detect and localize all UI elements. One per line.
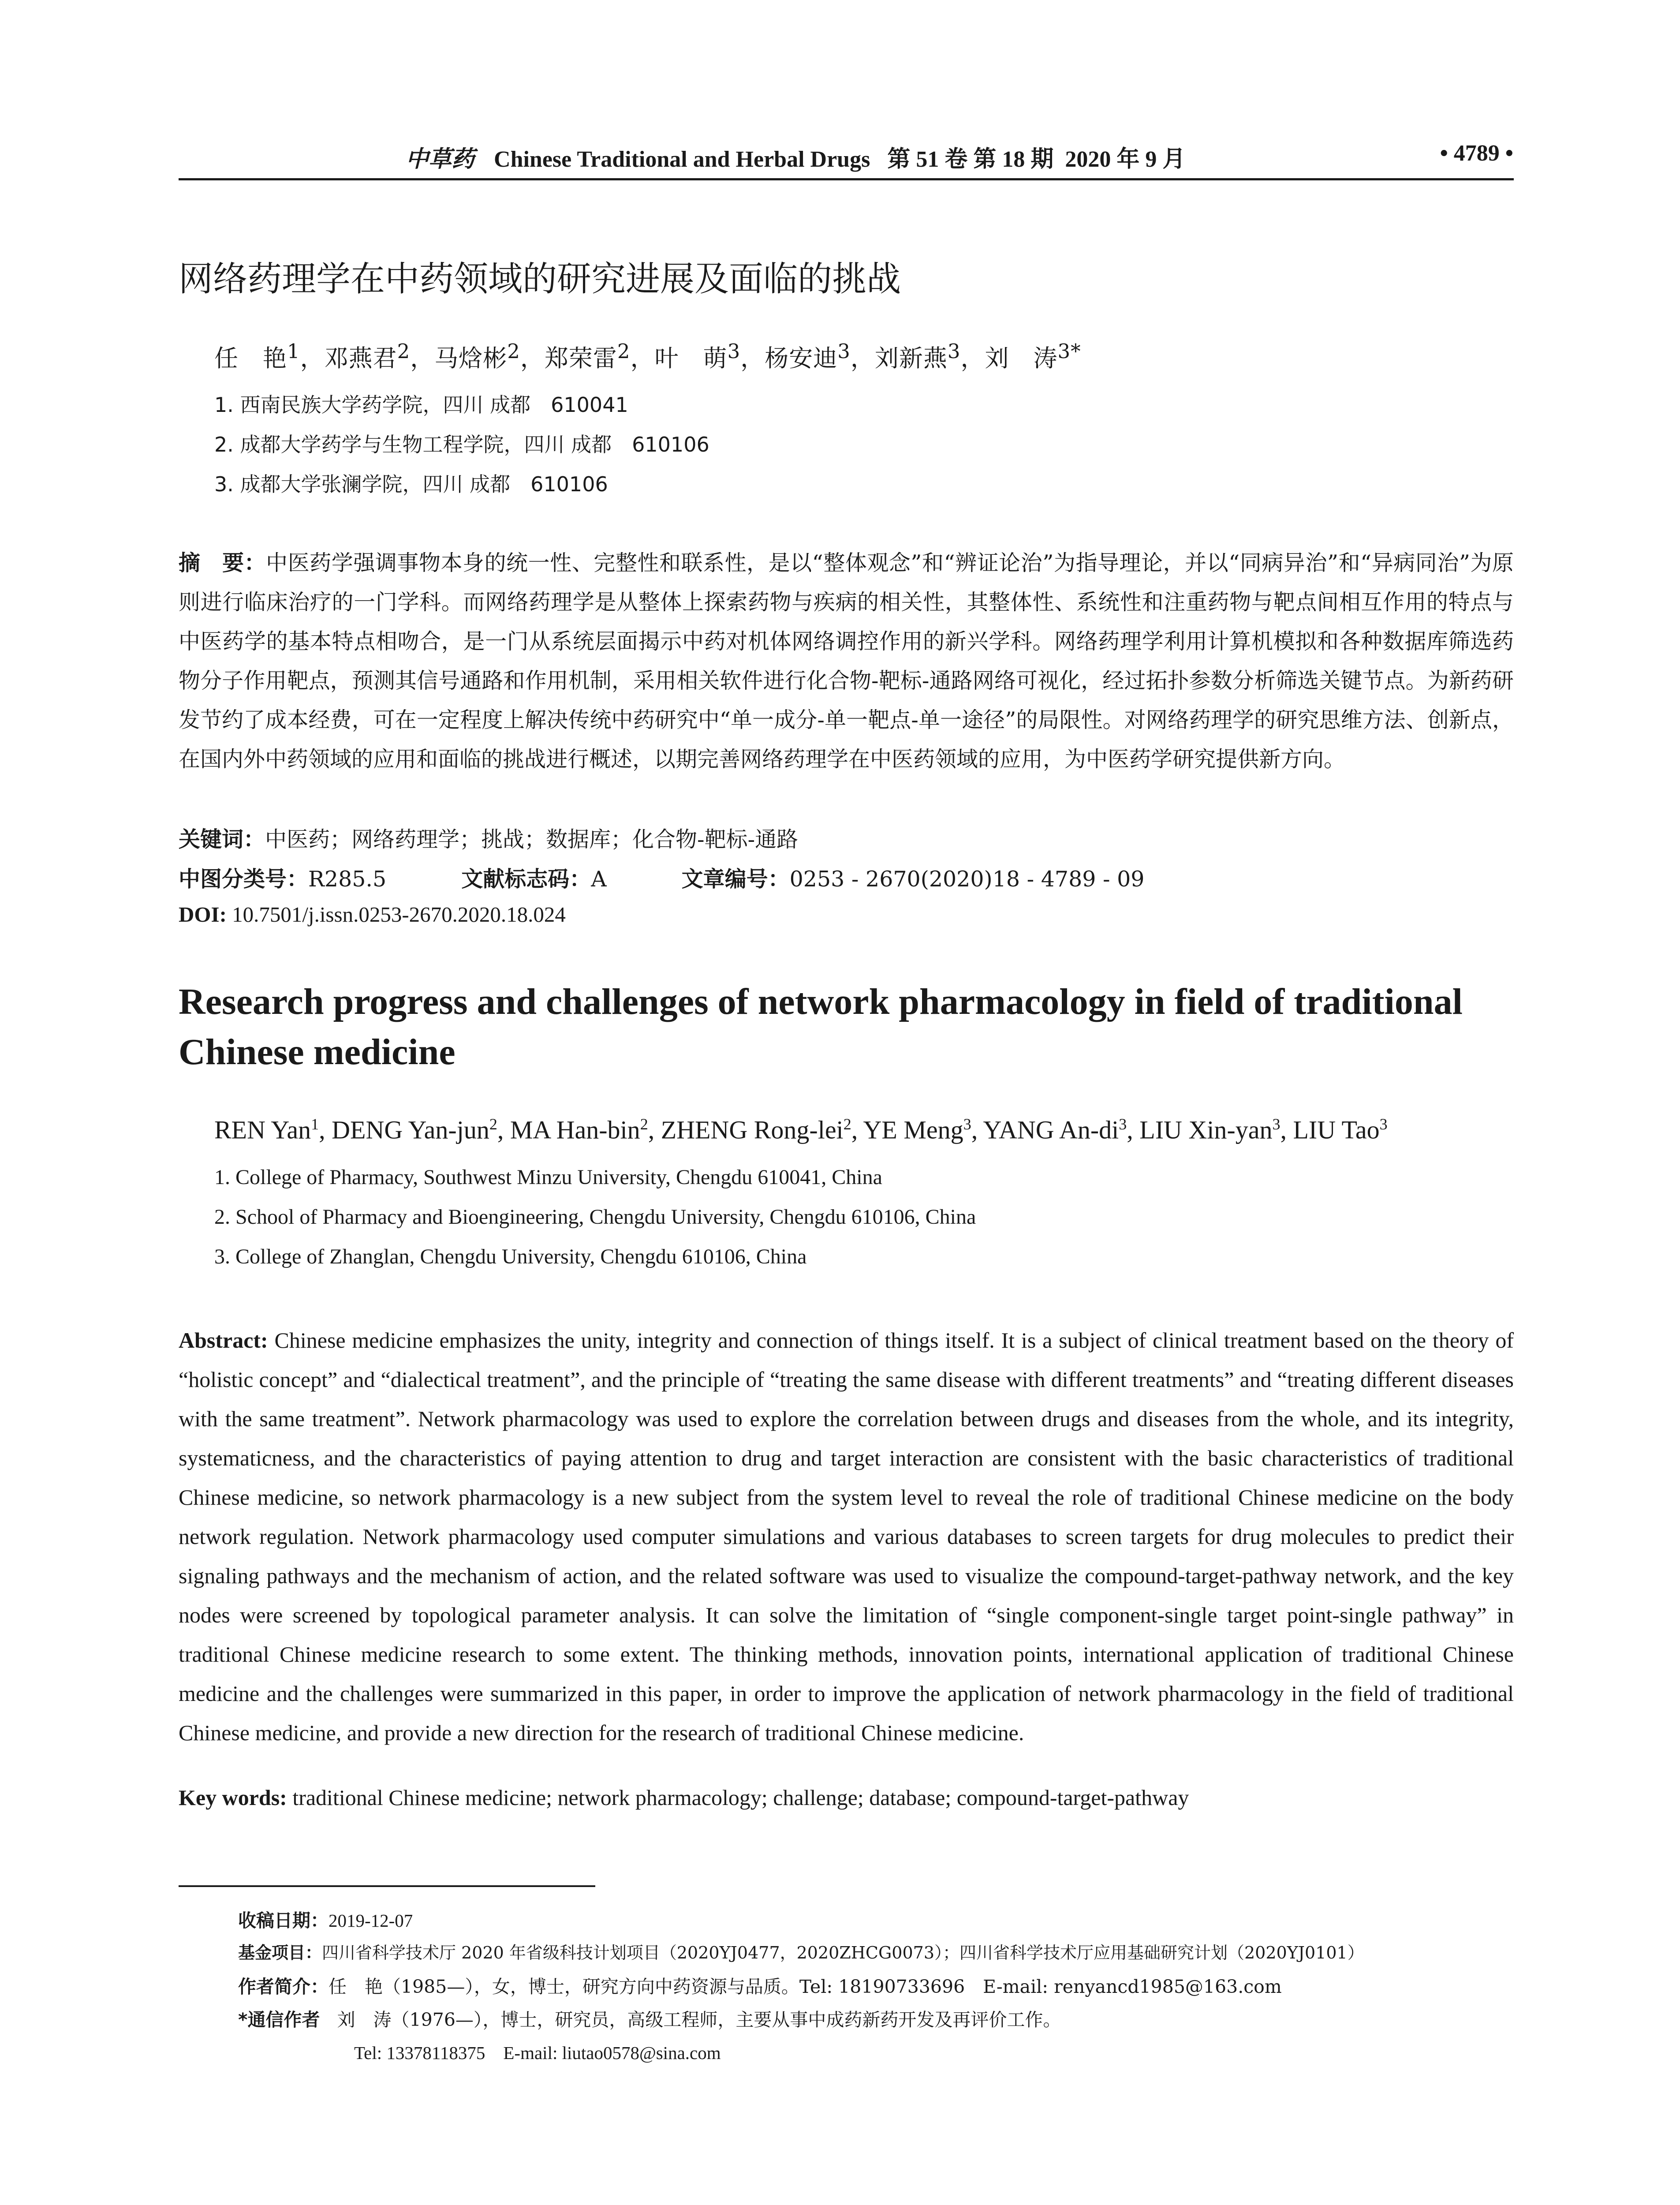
- author-name: LIU Xin-yan: [1139, 1115, 1273, 1144]
- doc-code-label: 文献标志码：: [461, 867, 591, 892]
- corr-label: *通信作者: [238, 2009, 320, 2030]
- chinese-author-list: 任 艳$^1$，邓燕君$^2$，马焓彬$^2$，郑荣雷$^2$，叶 萌$^3$，杨安迪$^3$，刘新燕$^3$，刘 涛$^{3*}$: [214, 340, 1081, 372]
- bio-label: 作者简介：: [238, 1976, 329, 1997]
- author-name: 刘新燕: [874, 344, 948, 372]
- header-rule: [179, 178, 1514, 180]
- author-affiliation-mark: 2: [617, 340, 631, 363]
- classification-line: [179, 862, 1144, 893]
- footnote-funding: [238, 1939, 1364, 1963]
- footnote-received: [238, 1906, 413, 1932]
- author-name: YANG An-di: [983, 1115, 1119, 1144]
- received-label: 收稿日期：: [238, 1910, 329, 1931]
- author-affiliation-mark: 3: [947, 340, 961, 363]
- author-name: REN Yan: [214, 1115, 311, 1144]
- journal-issue-line: Chinese Traditional and Herbal Drugs 第 51 卷 第 18 期 2020 年 9 月: [494, 147, 1186, 172]
- footnote-corresponding-author: [238, 2005, 1061, 2031]
- english-abstract-text: Chinese medicine emphasizes the unity, integrity and connection of things itself. It is a subject of clinical treatment based on the theory of “holistic concept” and “dialectical treatment”, and the principle of “treating the same disease with different treatments” and “treating different diseases with the same treatment”. Network pharmacology was used to explore the correlation between drugs and diseases from the whole, and its integrity, systematicness, and the characteristics of paying attention to drug and target interaction are consistent with the basic characteristics of traditional Chinese medicine, so network pharmacology is a new subject from the system level to reveal the role of traditional Chinese medicine on the body network regulation. Network pharmacology used computer simulations and various databases to screen targets for drug molecules to predict their signaling pathways and the mechanism of action, and the related software was used to visualize the compound-target-pathway network, and the key nodes were screened by topological parameter analysis. It can solve the limitation of “single component-single target point-single pathway” in traditional Chinese medicine research to some extent. The thinking methods, innovation points, international application of traditional Chinese medicine and the challenges were summarized in this paper, in order to improve the application of network pharmacology in the field of traditional Chinese medicine, and provide a new direction for the research of traditional Chinese medicine.: [179, 1328, 1514, 1745]
- doi-value[interactable]: 10.7501/j.issn.0253-2670.2020.18.024: [232, 902, 566, 927]
- author-affiliation-mark: 3: [1272, 1115, 1281, 1133]
- english-affiliation: 3. College of Zhanglan, Chengdu University, Chengdu 610106, China: [214, 1245, 807, 1268]
- english-abstract: [179, 1321, 1514, 1753]
- page-number: • 4789 •: [1440, 141, 1513, 166]
- english-author-list: REN Yan$^1$, DENG Yan-jun$^2$, MA Han-bin$^2$, ZHENG Rong-lei$^2$, YE Meng$^3$, YANG $An-di^3$, LIU Xin-yan$^3$, LIU Tao$^3$: [214, 1115, 1388, 1144]
- chinese-keywords: [179, 822, 798, 853]
- fund-text: 四川省科学技术厅 2020 年省级科技计划项目（2020YJ0477，2020ZHCG0073）；四川省科学技术厅应用基础研究计划（2020YJ0101）: [322, 1943, 1364, 1962]
- chinese-affiliation: 1. 西南民族大学药学院，四川 成都 610041: [214, 393, 628, 417]
- author-name: 郑荣雷: [544, 344, 617, 372]
- english-keywords: [179, 1785, 1189, 1810]
- footnote-author-bio: [238, 1972, 1282, 1998]
- author-affiliation-mark: 3: [727, 340, 741, 363]
- chinese-keywords-text: 中医药；网络药理学；挑战；数据库；化合物-靶标-通路: [265, 827, 799, 852]
- chinese-keywords-label: 关键词：: [179, 827, 265, 852]
- author-affiliation-mark: 2: [640, 1115, 648, 1133]
- doi-label: DOI:: [179, 902, 227, 927]
- author-name: ZHENG Rong-lei: [661, 1115, 844, 1144]
- footnote-rule: [179, 1885, 595, 1887]
- chinese-abstract: [179, 543, 1514, 779]
- author-affiliation-mark: 3: [1379, 1115, 1388, 1133]
- author-name: 刘 涛: [985, 344, 1058, 372]
- english-keywords-label: Key words:: [179, 1785, 287, 1810]
- doi-line: [179, 902, 566, 927]
- author-affiliation-mark: 3: [837, 340, 851, 363]
- english-affiliation: 1. College of Pharmacy, Southwest Minzu University, Chengdu 610041, China: [214, 1166, 882, 1189]
- chinese-affiliation: 3. 成都大学张澜学院，四川 成都 610106: [214, 472, 608, 496]
- english-title: Research progress and challenges of network pharmacology in field of traditional Chinese medicine: [179, 981, 1463, 1073]
- chinese-abstract-text: 中医药学强调事物本身的统一性、完整性和联系性，是以“整体观念”和“辨证论治”为指导理论，并以“同病异治”和“异病同治”为原则进行临床治疗的一门学科。而网络药理学是从整体上探索药物与疾病的相关性，其整体性、系统性和注重药物与靶点间相互作用的特点与中医药学的基本特点相吻合，是一门从系统层面揭示中药对机体网络调控作用的新兴学科。网络药理学利用计算机模拟和各种数据库筛选药物分子作用靶点，预测其信号通路和作用机制，采用相关软件进行化合物-靶标-通路网络可视化，经过拓扑参数分析筛选关键节点。为新药研发节约了成本经费，可在一定程度上解决传统中药研究中“单一成分-单一靶点-单一途径”的局限性。对网络药理学的研究思维方法、创新点，在国内外中药领域的应用和面临的挑战进行概述，以期完善网络药理学在中医药领域的应用，为中医药学研究提供新方向。: [179, 550, 1514, 772]
- corr-text: 刘 涛（1976—），博士，研究员，高级工程师，主要从事中成药新药开发及再评价工作。: [337, 2009, 1061, 2030]
- received-date: 2019-12-07: [329, 1910, 413, 1931]
- english-affiliation: 2. School of Pharmacy and Bioengineering, Chengdu University, Chengdu 610106, China: [214, 1205, 976, 1229]
- author-affiliation-mark: 2: [507, 340, 520, 363]
- author-name: YE Meng: [863, 1115, 963, 1144]
- article-no-label: 文章编号：: [681, 867, 790, 892]
- author-affiliation-mark: 1: [311, 1115, 319, 1133]
- english-abstract-label: Abstract:: [179, 1328, 268, 1353]
- author-affiliation-mark: 2: [397, 340, 411, 363]
- author-affiliation-mark: 3: [963, 1115, 971, 1133]
- author-name: MA Han-bin: [510, 1115, 640, 1144]
- author-name: 邓燕君: [324, 344, 397, 372]
- corresponding-contact: Tel: 13378118375 E-mail: liutao0578@sina.com: [354, 2043, 721, 2063]
- author-name: LIU Tao: [1293, 1115, 1380, 1144]
- author-name: DENG Yan-jun: [332, 1115, 489, 1144]
- english-keywords-text: traditional Chinese medicine; network pharmacology; challenge; database; compound-target-pathway: [292, 1785, 1189, 1810]
- clc-value: R285.5: [308, 867, 387, 892]
- doc-code-value: A: [591, 867, 607, 892]
- clc-label: 中图分类号：: [179, 867, 309, 892]
- author-affiliation-mark: 1: [287, 340, 300, 363]
- author-name: 叶 萌: [654, 344, 728, 372]
- bio-text: 任 艳（1985—），女，博士，研究方向中药资源与品质。Tel: 18190733696 E-mail: renyancd1985@163.com: [329, 1976, 1282, 1997]
- author-affiliation-mark: 3*: [1057, 340, 1081, 363]
- author-affiliation-mark: 2: [489, 1115, 497, 1133]
- chinese-affiliation: 2. 成都大学药学与生物工程学院，四川 成都 610106: [214, 433, 709, 456]
- author-name: 任 艳: [214, 344, 287, 372]
- chinese-abstract-label: 摘 要：: [179, 550, 266, 576]
- author-name: 杨安迪: [765, 344, 838, 372]
- article-no-value: 0253 - 2670(2020)18 - 4789 - 09: [789, 867, 1145, 892]
- chinese-title: 网络药理学在中药领域的研究进展及面临的挑战: [179, 259, 901, 299]
- fund-label: 基金项目：: [238, 1943, 322, 1962]
- author-name: 马焓彬: [434, 344, 508, 372]
- author-affiliation-mark: 3: [1119, 1115, 1127, 1133]
- running-header: [406, 140, 1185, 173]
- journal-logo: 中草药: [406, 146, 475, 172]
- author-affiliation-mark: 2: [843, 1115, 851, 1133]
